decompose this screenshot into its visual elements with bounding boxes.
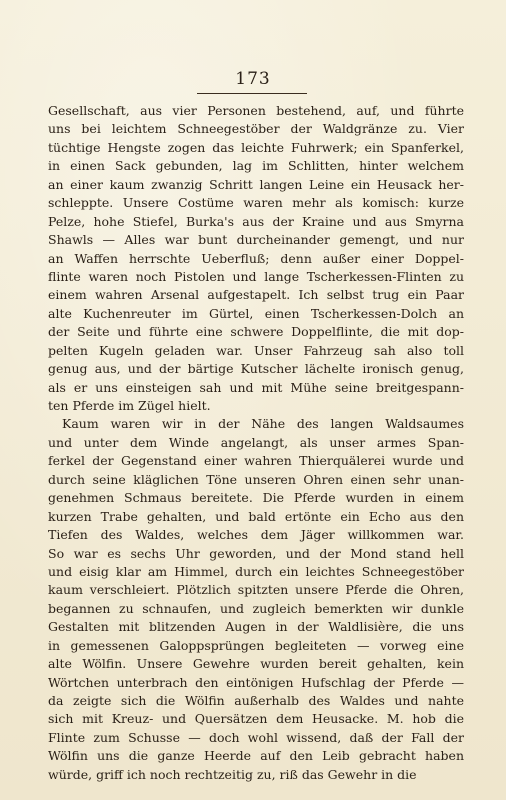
text-line: ten Pferde im Zügel hielt. <box>48 398 211 413</box>
text-line: Kaum waren wir in der Nähe des langen Waldsaumes <box>62 416 464 432</box>
text-line: Shawls — Alles war bunt durcheinander gemengt, und nur <box>48 232 464 248</box>
text-line: da zeigte sich die Wölfin außerhalb des Waldes und nahte <box>48 693 464 708</box>
body-text <box>48 102 464 784</box>
text-line: als er uns einsteigen sah und mit Mühe seine breitgespann- <box>48 379 464 395</box>
text-line: Gesellschaft, aus vier Personen bestehend, auf, und führte <box>48 103 464 118</box>
text-line: einem wahren Arsenal aufgestapelt. Ich selbst trug ein Paar <box>48 287 464 303</box>
text-line: tüchtige Hengste zogen das leichte Fuhrwerk; ein Spanferkel, <box>48 139 464 155</box>
text-line: So war es sechs Uhr geworden, und der Mond stand hell <box>48 545 464 561</box>
text-line: alte Wölfin. Unsere Gewehre wurden bereit gehalten, kein <box>48 656 464 672</box>
text-line: in gemessenen Galoppsprüngen begleiteten — vorweg eine <box>48 637 464 653</box>
text-line: durch seine kläglichen Töne unseren Ohren einen sehr unan- <box>48 471 464 487</box>
text-line: uns bei leichtem Schneegestöber der Waldgränze zu. Vier <box>48 121 464 137</box>
text-line: der Seite und führte eine schwere Doppelflinte, die mit dop- <box>48 324 464 340</box>
text-line: ferkel der Gegenstand einer wahren Thierquälerei wurde und <box>48 453 464 469</box>
text-line: flinte waren noch Pistolen und lange Tscherkessen-Flinten zu <box>48 268 464 284</box>
text-line: sich mit Kreuz- und Quersätzen dem Heusacke. M. hob die <box>48 711 464 727</box>
text-line: und unter dem Winde angelangt, als unser armes Span- <box>48 434 464 450</box>
text-line: genehmen Schmaus bereitete. Die Pferde wurden in einem <box>48 490 464 506</box>
header-rule <box>197 93 307 94</box>
text-line: in einen Sack gebunden, lag im Schlitten, hinter welchem <box>48 158 464 174</box>
text-line: alte Kuchenreuter im Gürtel, einen Tscherkessen-Dolch an <box>48 305 464 321</box>
text-line: würde, griff ich noch rechtzeitig zu, riß das Gewehr in die <box>48 766 417 782</box>
text-line: an Waffen herrschte Ueberfluß; denn außer einer Doppel- <box>48 250 464 266</box>
text-line: Wörtchen unterbrach den eintönigen Hufschlag der Pferde — <box>48 674 464 690</box>
text-line: Flinte zum Schusse — doch wohl wissend, daß der Fall der <box>48 729 464 745</box>
text-line: kurzen Trabe gehalten, und bald ertönte ein Echo aus den <box>48 508 464 524</box>
text-line: kaum verschleiert. Plötzlich spitzten unsere Pferde die Ohren, <box>48 582 464 598</box>
text-line: Wölfin uns die ganze Heerde auf den Leib gebracht haben <box>48 748 464 764</box>
text-line: begannen zu schnaufen, und zugleich bemerkten wir dunkle <box>48 600 464 616</box>
text-line: pelten Kugeln geladen war. Unser Fahrzeug sah also toll <box>48 342 464 358</box>
text-line: an einer kaum zwanzig Schritt langen Leine ein Heusack her- <box>48 176 464 192</box>
text-line: und eisig klar am Himmel, durch ein leichtes Schneegestöber <box>48 563 464 579</box>
text-line: schleppte. Unsere Costüme waren mehr als komisch: kurze <box>48 195 464 211</box>
text-line: Tiefen des Waldes, welches dem Jäger willkommen war. <box>48 527 464 543</box>
page-number: 173 <box>235 69 271 89</box>
text-line: Pelze, hohe Stiefel, Burka's aus der Kraine und aus Smyrna <box>48 213 464 229</box>
text-line: Gestalten mit blitzenden Augen in der Waldlisière, die uns <box>48 619 464 635</box>
text-line: genug aus, und der bärtige Kutscher lächelte ironisch genug, <box>48 361 464 377</box>
